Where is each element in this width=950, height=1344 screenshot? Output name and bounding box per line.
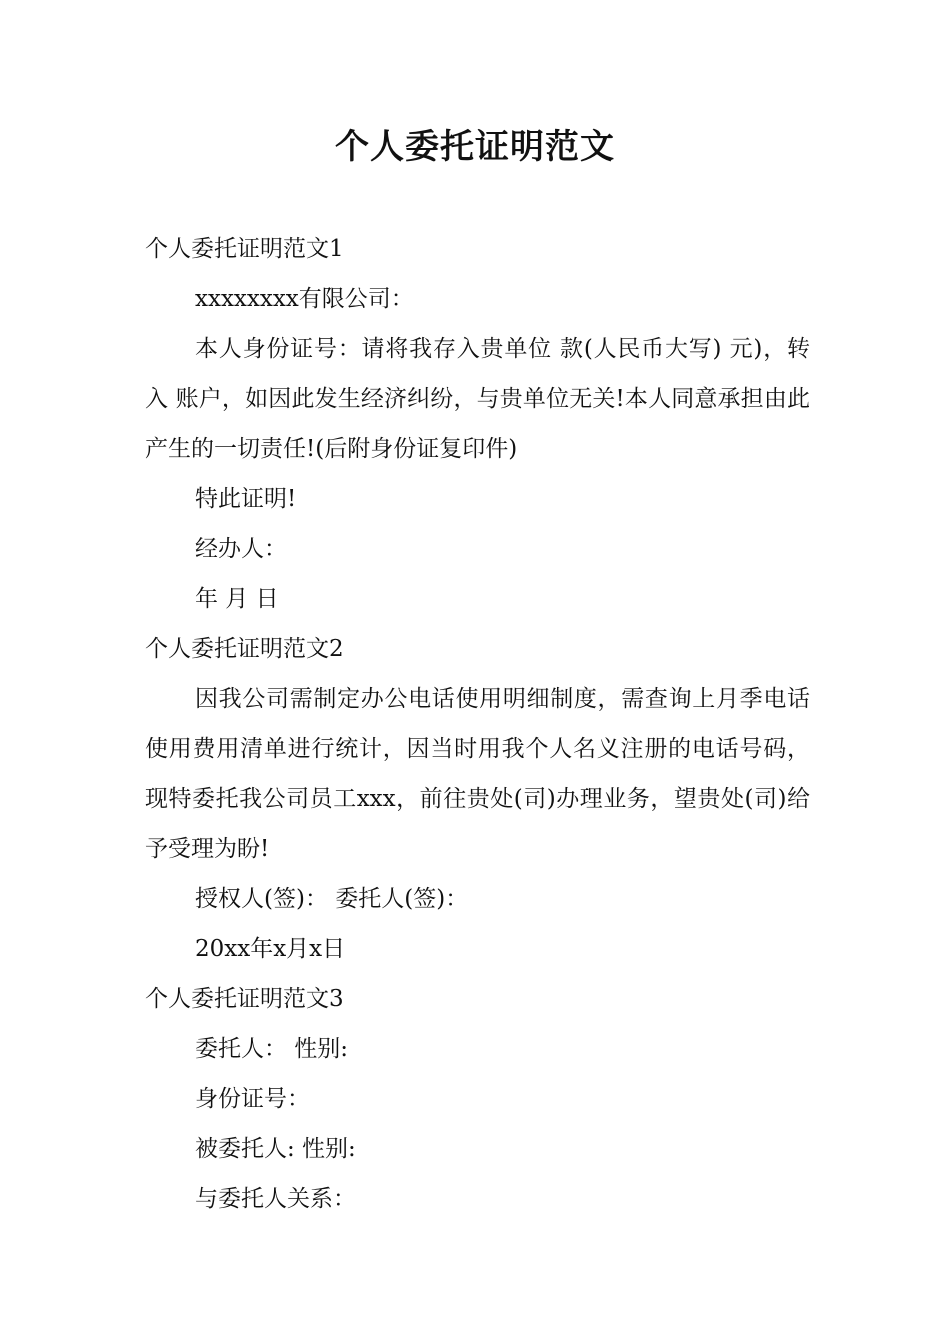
relation-line: 与委托人关系： — [195, 1186, 356, 1212]
section-heading: 个人委托证明范文2 — [145, 636, 344, 662]
recipient-line: xxxxxxxx有限公司： — [195, 286, 414, 312]
document-title: 个人委托证明范文 — [335, 127, 615, 167]
signature-line: 授权人(签)： 委托人(签)： — [195, 886, 469, 912]
certify-line: 特此证明! — [195, 486, 297, 512]
body-paragraph: 本人身份证号：请将我存入贵单位 款(人民币大写) 元)，转入 账户，如因此发生经济纠纷，与贵单位无关!本人同意承担由此产生的一切责任!(后附身份证复印件) — [145, 336, 810, 462]
agent-line: 被委托人: 性别: — [195, 1136, 356, 1162]
id-number-line: 身份证号： — [195, 1086, 310, 1112]
document-body — [145, 224, 810, 1224]
body-paragraph: 因我公司需制定办公电话使用明细制度，需查询上月季电话使用费用清单进行统计，因当时用我个人名义注册的电话号码，现特委托我公司员工xxx，前往贵处(司)办理业务，望贵处(司)给予受理为盼! — [145, 686, 810, 862]
section-heading: 个人委托证明范文3 — [145, 986, 344, 1012]
principal-line: 委托人： 性别: — [195, 1036, 349, 1062]
section-heading: 个人委托证明范文1 — [145, 236, 344, 262]
handler-line: 经办人： — [195, 536, 287, 562]
date-line: 20xx年x月x日 — [195, 936, 346, 962]
date-line: 年 月 日 — [195, 586, 279, 612]
